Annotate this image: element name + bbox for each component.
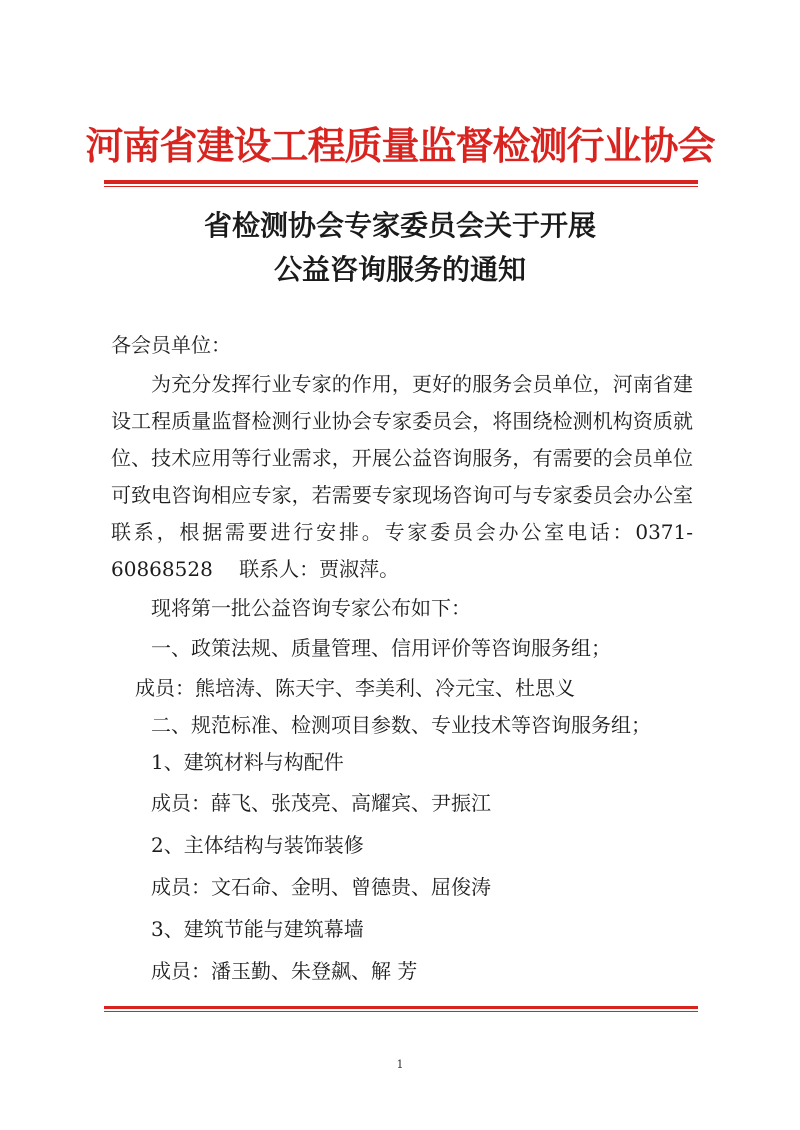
org-title: 河南省建设工程质量监督检测行业协会 — [85, 123, 715, 168]
group2-title: 二、规范标准、检测项目参数、专业技术等咨询服务组； — [151, 713, 651, 737]
sub2-members: 成员：文石命、金明、曾德贵、屈俊涛 — [151, 875, 491, 899]
sub1-title: 1、建筑材料与构配件 — [151, 750, 344, 774]
announce-line: 现将第一批公益咨询专家公布如下： — [151, 596, 471, 620]
header-rule-thin — [104, 186, 698, 187]
salutation: 各会员单位： — [111, 333, 231, 357]
footer-rule-thick — [104, 1006, 698, 1009]
group1-title: 一、政策法规、质量管理、信用评价等咨询服务组； — [151, 636, 611, 660]
notice-title — [0, 204, 800, 292]
sub2-title: 2、主体结构与装饰装修 — [151, 833, 364, 857]
notice-title-line2: 公益咨询服务的通知 — [273, 253, 526, 286]
group1-members: 成员：熊培涛、陈天宇、李美利、冷元宝、杜思义 — [135, 676, 575, 700]
header-rule-thick — [104, 180, 698, 184]
body-paragraph: 为充分发挥行业专家的作用，更好的服务会员单位，河南省建设工程质量监督检测行业协会专家委员会，将围绕检测机构资质就位、技术应用等行业需求，开展公益咨询服务，有需要的会员单位可致电咨询相应专家，若需要专家现场咨询可与专家委员会办公室联系，根据需要进行安排。专家委员会办公室电话：0371-60868528 联系人：贾淑萍。 — [111, 372, 693, 581]
sub1-members: 成员：薛飞、张茂亮、高耀宾、尹振江 — [151, 791, 491, 815]
page-number: 1 — [396, 1058, 404, 1071]
sub3-members: 成员：潘玉勤、朱登飙、解 芳 — [151, 959, 418, 983]
notice-title-line1: 省检测协会专家委员会关于开展 — [203, 209, 596, 242]
sub3-title: 3、建筑节能与建筑幕墙 — [151, 917, 364, 941]
footer-rule-thin — [104, 1011, 698, 1012]
